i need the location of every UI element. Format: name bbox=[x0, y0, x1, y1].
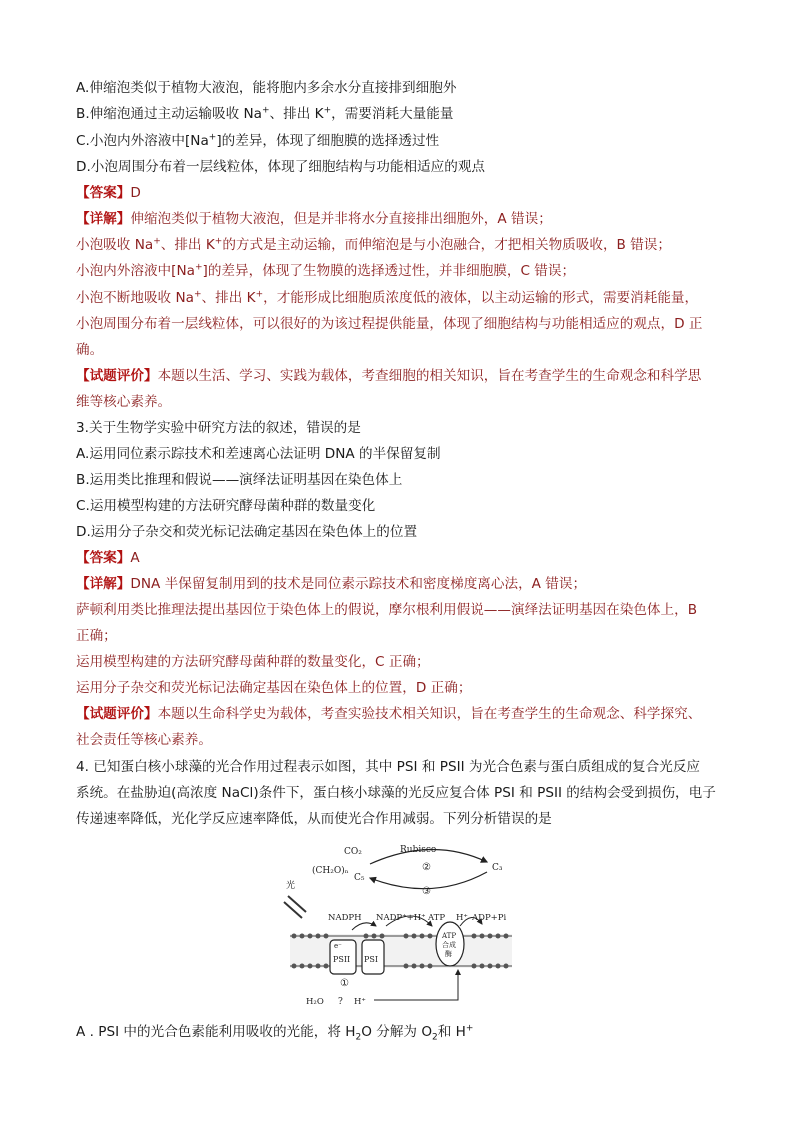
q3-option-d: D.运用分子杂交和荧光标记法确定基因在染色体上的位置 bbox=[76, 524, 418, 540]
q4-option-a: A . PSI 中的光合色素能利用吸收的光能，将 $H_2O$ 分解为 $O_2$和 H+ bbox=[76, 1023, 474, 1043]
q2-option-b: B.伸缩泡通过主动运输吸收 Na+、排出 K+，需要消耗大量能量 bbox=[76, 105, 454, 122]
q3-detail-3: 正确； bbox=[76, 628, 117, 644]
proton-arrow bbox=[374, 970, 458, 1000]
step-3-label: ③ bbox=[422, 886, 431, 897]
adp-label: ADP+Pi bbox=[472, 913, 507, 923]
co2-label: CO₂ bbox=[344, 847, 362, 857]
q2-detail-1: 【详解】伸缩泡类似于植物大液泡，但是并非将水分直接排出细胞外，A 错误； bbox=[76, 211, 552, 227]
q3-stem: 3.关于生物学实验中研究方法的叙述，错误的是 bbox=[76, 420, 361, 436]
atp-label: ATP bbox=[428, 913, 446, 923]
light-label: 光 bbox=[286, 881, 296, 891]
h2o-label: H₂O bbox=[306, 997, 324, 1007]
c3-label: C₃ bbox=[492, 863, 503, 873]
q3-option-a: A.运用同位素示踪技术和差速离心法证明 DNA 的半保留复制 bbox=[76, 446, 441, 462]
hplus-top-label: H⁺ bbox=[456, 913, 468, 923]
q3-detail-2: 萨顿利用类比推理法提出基因位于染色体上的假说，摩尔根利用假说——演绎法证明基因在染色体上，B bbox=[76, 602, 698, 618]
synthase-label-3: 酶 bbox=[445, 950, 452, 958]
q4-stem-1: 4. 已知蛋白核小球藻的光合作用过程表示如图，其中 PSI 和 PSII 为光合色素与蛋白质组成的复合光反应 bbox=[76, 759, 701, 775]
q2-option-d: D.小泡周围分布着一层线粒体，体现了细胞结构与功能相适应的观点 bbox=[76, 159, 486, 175]
synthase-label-1: ATP bbox=[442, 932, 457, 940]
q3-option-b: B.运用类比推理和假说——演绎法证明基因在染色体上 bbox=[76, 472, 403, 488]
q2-evaluation-1: 【试题评价】本题以生活、学习、实践为载体，考查细胞的相关知识，旨在考查学生的生命观念和科学思 bbox=[76, 368, 702, 384]
q4-stem-3: 传递速率降低，光化学反应速率降低，从而使光合作用减弱。下列分析错误的是 bbox=[76, 811, 552, 827]
rubisco-label: Rubisco bbox=[400, 845, 437, 855]
step-1-label: ① bbox=[340, 978, 349, 989]
q3-detail-5: 运用分子杂交和荧光标记法确定基因在染色体上的位置，D 正确； bbox=[76, 680, 472, 696]
q3-detail-4: 运用模型构建的方法研究酵母菌种群的数量变化，C 正确； bbox=[76, 654, 430, 670]
q2-answer: 【答案】D bbox=[76, 185, 141, 201]
q3-detail-1: 【详解】DNA 半保留复制用到的技术是同位素示踪技术和密度梯度离心法，A 错误； bbox=[76, 576, 587, 592]
q4-stem-2: 系统。在盐胁迫(高浓度 NaCl)条件下，蛋白核小球藻的光反应复合体 PSI 和 PSII 的结构会受到损伤，电子 bbox=[76, 785, 716, 801]
question-mark-label: ? bbox=[338, 997, 343, 1007]
hplus-bottom-label: H⁺ bbox=[354, 997, 366, 1007]
q2-option-c: C.小泡内外溶液中[Na+]的差异，体现了细胞膜的选择透过性 bbox=[76, 132, 440, 149]
light-ray-2 bbox=[284, 902, 302, 918]
q2-option-a: A.伸缩泡类似于植物大液泡，能将胞内多余水分直接排到细胞外 bbox=[76, 80, 457, 96]
q3-evaluation-1: 【试题评价】本题以生命科学史为载体，考查实验技术相关知识，旨在考查学生的生命观念、科学探究、 bbox=[76, 706, 702, 722]
electron-label: e⁻ bbox=[334, 942, 342, 950]
q3-evaluation-2: 社会责任等核心素养。 bbox=[76, 732, 212, 748]
ch2o-label: (CH₂O)ₙ bbox=[312, 866, 349, 876]
synthase-label-2: 合成 bbox=[442, 941, 456, 949]
q2-detail-2: 小泡吸收 Na+、排出 K+的方式是主动运输，而伸缩泡是与小泡融合，才把相关物质吸收，B 错误； bbox=[76, 236, 671, 253]
nadp-label: NADP⁺+H⁺ bbox=[376, 913, 426, 923]
q3-answer: 【答案】A bbox=[76, 550, 140, 566]
q2-evaluation-2: 维等核心素养。 bbox=[76, 394, 172, 410]
electron-arrow bbox=[352, 923, 376, 930]
q2-detail-4: 小泡不断地吸收 Na+、排出 K+，才能形成比细胞质浓度低的液体，以主动运输的形式，需要消耗能量， bbox=[76, 289, 699, 306]
thylakoid-membrane bbox=[290, 934, 512, 968]
psii-label: PSII bbox=[333, 955, 351, 964]
q2-detail-5: 小泡周围分布着一层线粒体，可以很好的为该过程提供能量，体现了细胞结构与功能相适应的观点，D 正 bbox=[76, 316, 703, 332]
nadph-label: NADPH bbox=[328, 913, 362, 923]
psi-label: PSI bbox=[364, 955, 379, 964]
photosynthesis-diagram bbox=[282, 840, 518, 1010]
q3-option-c: C.运用模型构建的方法研究酵母菌种群的数量变化 bbox=[76, 498, 376, 514]
step-2-label: ② bbox=[422, 862, 431, 873]
q2-detail-6: 确。 bbox=[76, 342, 104, 358]
c5-label: C₅ bbox=[354, 873, 365, 883]
light-ray-1 bbox=[288, 896, 306, 912]
q2-detail-3: 小泡内外溶液中[Na+]的差异，体现了生物膜的选择透过性，并非细胞膜，C 错误； bbox=[76, 262, 576, 279]
